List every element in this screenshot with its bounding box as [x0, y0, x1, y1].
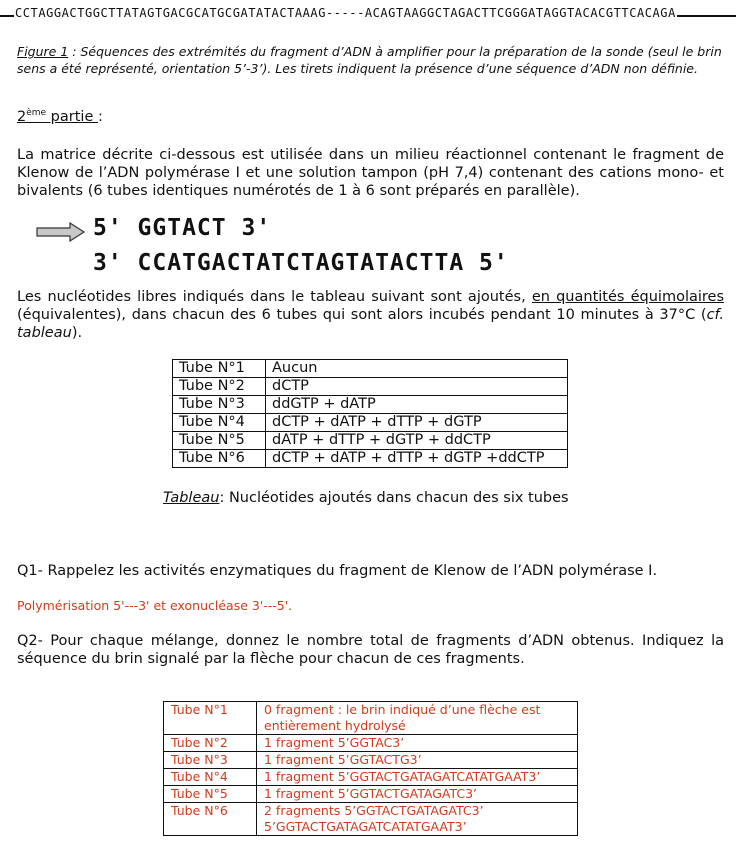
tube-cell: Tube N°5	[173, 432, 266, 450]
answer-line: entièrement hydrolysé	[264, 718, 406, 733]
arrow-right-icon	[36, 222, 86, 242]
tube-cell: Tube N°6	[173, 450, 266, 468]
answer-table	[163, 701, 578, 836]
part2-number: 2	[17, 108, 27, 125]
table-row	[173, 378, 568, 396]
tube-cell: Tube N°2	[173, 378, 266, 396]
caption-text: : Nucléotides ajoutés dans chacun des six tubes	[219, 490, 569, 506]
paragraph-matrix: La matrice décrite ci-dessous est utilisée dans un milieu réactionnel contenant le fragment de Klenow de l’ADN polymérase I et une solution tampon (pH 7,4) contenant des cations mono- et bivalents (6 tubes identiques numérotés de 1 à 6 sont préparés en parallèle).	[17, 147, 724, 199]
para2-text-c: ).	[71, 325, 83, 341]
table-row	[164, 735, 578, 752]
para2-italic: cf. tableau	[17, 307, 724, 341]
para2-underlined: en quantités équimolaires	[531, 289, 725, 305]
tube-cell: Tube N°4	[164, 769, 257, 786]
answer-line: 2 fragments 5’GGTACTGATAGATC3’	[264, 803, 484, 818]
question-2: Q2- Pour chaque mélange, donnez le nombre total de fragments d’ADN obtenus. Indiquez la séquence du brin signalé par la flèche pour chacun de ces fragments.	[17, 633, 724, 667]
table-row	[164, 786, 578, 803]
table-row	[173, 360, 568, 378]
figure1-label: Figure 1	[17, 44, 69, 59]
caption-label: Tableau	[163, 490, 220, 506]
table-row	[173, 432, 568, 450]
table-row	[164, 803, 578, 836]
answer-cell: 1 fragment 5’GGTACTG3’	[257, 752, 578, 769]
tube-cell: Tube N°6	[164, 803, 257, 836]
content-cell: dCTP + dATP + dTTP + dGTP	[266, 414, 568, 432]
tube-cell: Tube N°3	[164, 752, 257, 769]
answer-cell: 1 fragment 5’GGTAC3’	[257, 735, 578, 752]
figure1-caption	[17, 44, 722, 77]
nucleotide-table	[172, 359, 568, 468]
table-row	[173, 396, 568, 414]
para2-text-b: (équivalentes), dans chacun des 6 tubes qui sont alors incubés pendant 10 minutes à 37°C (	[17, 307, 707, 323]
tube-cell: Tube N°1	[173, 360, 266, 378]
sequence-header	[0, 6, 736, 24]
answer-cell	[257, 803, 578, 836]
question-1: Q1- Rappelez les activités enzymatiques du fragment de Klenow de l’ADN polymérase I.	[17, 563, 658, 579]
tube-cell: Tube N°3	[173, 396, 266, 414]
tube-cell: Tube N°4	[173, 414, 266, 432]
table-row	[173, 414, 568, 432]
answer-cell: 1 fragment 5’GGTACTGATAGATC3’	[257, 786, 578, 803]
content-cell: ddGTP + dATP	[266, 396, 568, 414]
tube-cell: Tube N°1	[164, 702, 257, 735]
part2-colon: :	[97, 108, 103, 125]
strand-top: 5' GGTACT 3'	[93, 215, 272, 241]
table-row	[173, 450, 568, 468]
part2-label: partie	[46, 108, 98, 125]
part2-heading	[17, 108, 103, 125]
content-cell: dATP + dTTP + dGTP + ddCTP	[266, 432, 568, 450]
content-cell: dCTP	[266, 378, 568, 396]
content-cell: Aucun	[266, 360, 568, 378]
paragraph-nucleotides	[17, 288, 724, 342]
answer-line: 5’GGTACTGATAGATCATATGAAT3’	[264, 819, 467, 834]
answer-line: 0 fragment : le brin indiqué d’une flèche est	[264, 702, 541, 717]
figure1-text: : Séquences des extrémités du fragment d’ADN à amplifier pour la préparation de la sonde (seul le brin sens a été représenté, orientation 5’-3’). Les tirets indiquent la présence d’une séquence d’ADN non définie.	[17, 44, 722, 76]
table-row	[164, 702, 578, 735]
strand-bottom: 3' CCATGACTATCTAGTATACTTA 5'	[93, 250, 509, 276]
table-row	[164, 769, 578, 786]
content-cell: dCTP + dATP + dTTP + dGTP +ddCTP	[266, 450, 568, 468]
table-caption	[163, 490, 569, 506]
answer-cell: 1 fragment 5’GGTACTGATAGATCATATGAAT3’	[257, 769, 578, 786]
answer-1: Polymérisation 5'---3' et exonucléase 3'---5'.	[17, 598, 293, 613]
tube-cell: Tube N°5	[164, 786, 257, 803]
tube-cell: Tube N°2	[164, 735, 257, 752]
answer-cell	[257, 702, 578, 735]
para2-text-a: Les nucléotides libres indiqués dans le tableau suivant sont ajoutés,	[17, 289, 532, 305]
sequence-text: CCTAGGACTGGCTTATAGTGACGCATGCGATATACTAAAG-----ACAGTAAGGCTAGACTTCGGGATAGGTACACGTTCACAGA	[15, 6, 676, 20]
part2-sup: ème	[26, 108, 47, 118]
table-row	[164, 752, 578, 769]
